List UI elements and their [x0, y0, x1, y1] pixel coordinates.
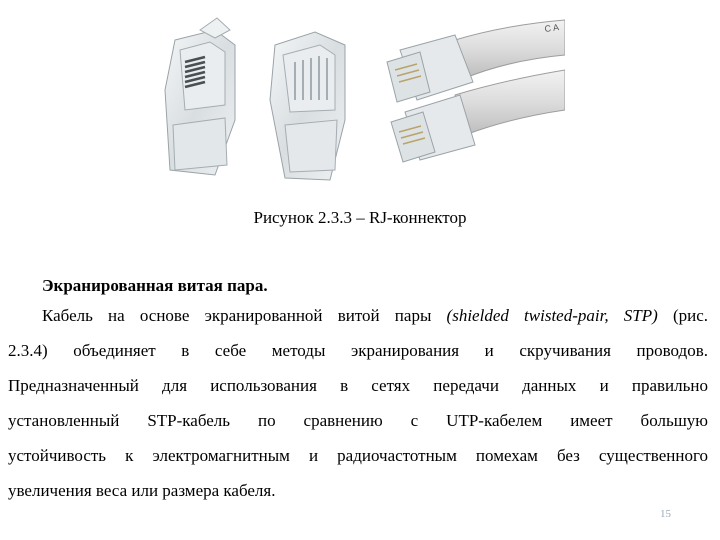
section-heading: Экранированная витая пара. — [42, 276, 268, 295]
line1-italic-term: (shielded twisted-pair, STP) — [446, 306, 658, 325]
body-paragraph — [8, 298, 708, 508]
figure-caption: Рисунок 2.3.3 – RJ-коннектор — [253, 208, 467, 227]
paragraph-line-4: установленный STP-кабель по сравнению с UTP-кабелем имеет большую — [8, 411, 708, 430]
shielded-cable-icon — [387, 20, 565, 162]
connector-middle-icon — [270, 32, 345, 180]
paragraph-line-2: 2.3.4) объединяет в себе методы экранирования и скручивания проводов. — [8, 341, 708, 360]
page-number: 15 — [660, 508, 671, 520]
paragraph-line-5: устойчивость к электромагнитным и радиочастотным помехам без существенного — [8, 446, 708, 465]
rj-connector-figure — [155, 0, 565, 200]
rj-connector-illustration — [155, 0, 565, 200]
cable-print-text: C A — [543, 22, 560, 34]
line1-text-b: (рис. — [657, 306, 708, 325]
paragraph-line-3: Предназначенный для использования в сетях передачи данных и правильно — [8, 376, 708, 395]
paragraph-line-6: увеличения веса или размера кабеля. — [8, 481, 276, 500]
line1-text-a: Кабель на основе экранированной витой пары — [42, 306, 447, 325]
connector-left-icon — [165, 18, 235, 175]
paragraph-line-1 — [8, 298, 708, 333]
